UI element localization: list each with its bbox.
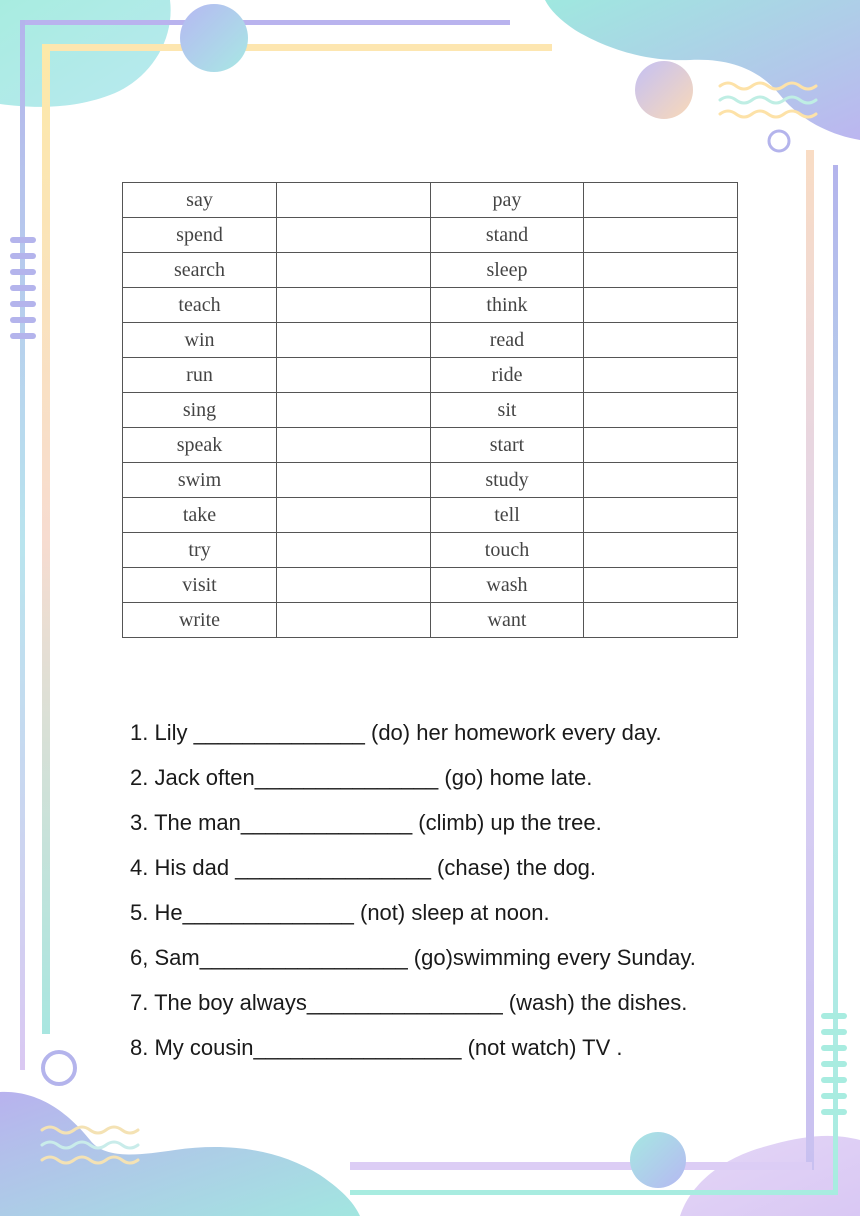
- top-left-blob: [0, 0, 171, 107]
- answer-cell-left[interactable]: [277, 533, 431, 568]
- answer-cell-right[interactable]: [584, 253, 738, 288]
- verb-cell-left: sing: [123, 393, 277, 428]
- table-row: [123, 218, 738, 253]
- circle-top-left: [180, 4, 248, 72]
- exercise-4: 4. His dad ________________ (chase) the dog.: [130, 855, 597, 880]
- circle-top-right: [635, 61, 693, 119]
- answer-cell-left[interactable]: [277, 183, 431, 218]
- verb-cell-left: teach: [123, 288, 277, 323]
- verb-table: [122, 182, 738, 638]
- exercise-5: 5. He______________ (not) sleep at noon.: [130, 900, 550, 925]
- answer-cell-left[interactable]: [277, 358, 431, 393]
- answer-cell-right[interactable]: [584, 533, 738, 568]
- frame-right-lavender: [833, 165, 838, 1195]
- answer-cell-left[interactable]: [277, 323, 431, 358]
- answer-cell-right[interactable]: [584, 463, 738, 498]
- frame-bottom-purple: [350, 1162, 812, 1170]
- verb-cell-right: want: [430, 603, 584, 638]
- top-right-blob: [545, 0, 860, 140]
- answer-cell-right[interactable]: [584, 183, 738, 218]
- table-row: [123, 183, 738, 218]
- exercise-7: 7. The boy always________________ (wash) the dishes.: [130, 990, 688, 1015]
- verb-cell-left: spend: [123, 218, 277, 253]
- exercise-3: 3. The man______________ (climb) up the tree.: [130, 810, 602, 835]
- answer-cell-left[interactable]: [277, 568, 431, 603]
- exercise-2: 2. Jack often_______________ (go) home late.: [130, 765, 593, 790]
- frame-right-peach: [806, 150, 814, 1170]
- table-row: [123, 498, 738, 533]
- table-row: [123, 288, 738, 323]
- table-row: [123, 253, 738, 288]
- table-row: [123, 393, 738, 428]
- verb-cell-right: tell: [430, 498, 584, 533]
- answer-cell-left[interactable]: [277, 288, 431, 323]
- answer-cell-left[interactable]: [277, 603, 431, 638]
- verb-cell-left: swim: [123, 463, 277, 498]
- verb-cell-left: run: [123, 358, 277, 393]
- answer-cell-right[interactable]: [584, 498, 738, 533]
- answer-cell-left[interactable]: [277, 393, 431, 428]
- verb-cell-right: sit: [430, 393, 584, 428]
- exercise-list: [130, 716, 696, 1076]
- verb-cell-left: speak: [123, 428, 277, 463]
- table-row: [123, 533, 738, 568]
- table-row: [123, 568, 738, 603]
- table-row: [123, 463, 738, 498]
- answer-cell-right[interactable]: [584, 393, 738, 428]
- answer-cell-right[interactable]: [584, 603, 738, 638]
- table-row: [123, 323, 738, 358]
- verb-cell-right: wash: [430, 568, 584, 603]
- verb-cell-right: sleep: [430, 253, 584, 288]
- verb-cell-right: touch: [430, 533, 584, 568]
- verb-cell-left: write: [123, 603, 277, 638]
- circle-bottom-right: [630, 1132, 686, 1188]
- table-row: [123, 428, 738, 463]
- table-row: [123, 603, 738, 638]
- exercise-1: 1. Lily ______________ (do) her homework every day.: [130, 720, 662, 745]
- verb-table-body: [123, 183, 738, 638]
- table-row: [123, 358, 738, 393]
- answer-cell-right[interactable]: [584, 323, 738, 358]
- verb-cell-left: take: [123, 498, 277, 533]
- verb-cell-left: search: [123, 253, 277, 288]
- answer-cell-right[interactable]: [584, 288, 738, 323]
- answer-cell-right[interactable]: [584, 218, 738, 253]
- answer-cell-left[interactable]: [277, 253, 431, 288]
- verb-cell-right: study: [430, 463, 584, 498]
- answer-cell-left[interactable]: [277, 218, 431, 253]
- frame-bottom-teal: [350, 1190, 838, 1195]
- answer-cell-right[interactable]: [584, 358, 738, 393]
- frame-left-lavender: [20, 20, 25, 1070]
- answer-cell-left[interactable]: [277, 498, 431, 533]
- answer-cell-right[interactable]: [584, 568, 738, 603]
- ring-top-right: [769, 131, 789, 151]
- verb-cell-right: ride: [430, 358, 584, 393]
- verb-cell-right: read: [430, 323, 584, 358]
- verb-cell-left: win: [123, 323, 277, 358]
- verb-cell-left: visit: [123, 568, 277, 603]
- bottom-left-blob: [0, 1092, 360, 1216]
- verb-cell-right: think: [430, 288, 584, 323]
- frame-left-yellow: [42, 44, 50, 1034]
- ring-bottom-left: [43, 1052, 75, 1084]
- exercise-6: 6, Sam_________________ (go)swimming every Sunday.: [130, 945, 696, 970]
- verb-cell-left: try: [123, 533, 277, 568]
- verb-cell-right: pay: [430, 183, 584, 218]
- verb-cell-left: say: [123, 183, 277, 218]
- verb-cell-right: stand: [430, 218, 584, 253]
- frame-top-lavender: [20, 20, 510, 25]
- answer-cell-right[interactable]: [584, 428, 738, 463]
- exercise-8: 8. My cousin_________________ (not watch) TV .: [130, 1035, 623, 1060]
- answer-cell-left[interactable]: [277, 428, 431, 463]
- answer-cell-left[interactable]: [277, 463, 431, 498]
- verb-cell-right: start: [430, 428, 584, 463]
- frame-top-yellow: [42, 44, 552, 51]
